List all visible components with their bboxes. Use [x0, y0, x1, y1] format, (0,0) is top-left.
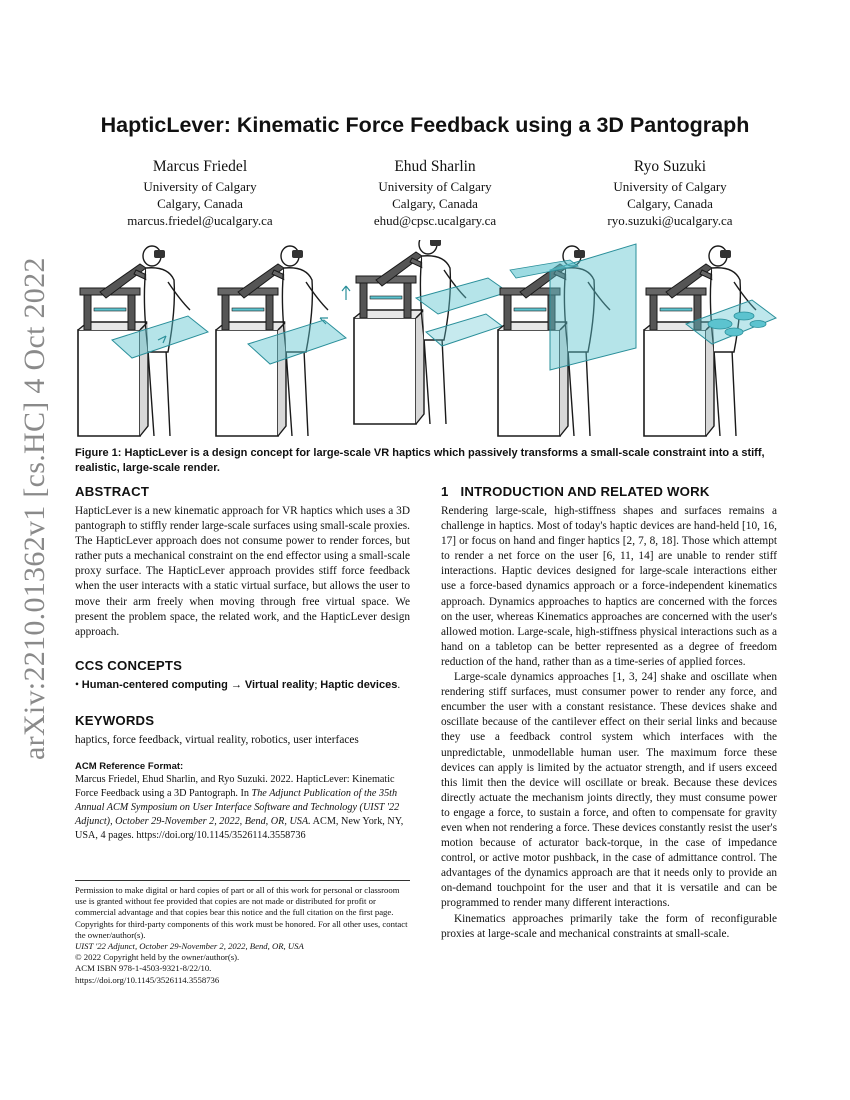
- right-column: [441, 484, 777, 942]
- author-email: marcus.friedel@ucalgary.ca: [127, 213, 273, 228]
- author-email: ryo.suzuki@ucalgary.ca: [607, 213, 733, 228]
- panel-2-scene: [216, 246, 346, 436]
- author-location: Calgary, Canada: [392, 196, 478, 211]
- intro-paragraph-2: Large-scale dynamics approaches [1, 3, 24] shake and oscillate when rendering stiff surfaces, must consumer power to render any force, and encumber the user with a constant resistance. These devices shake and oscillate because of the cantilever effect on their serial links and because they use a feedback control system which interfaces with the unpredictable, unmodellable human user. The maximum force these devices can apply is limited by the actuator strength, and if users exceed this limit then the device will oscillate or break. Because these devices directly actuate the mechanism joints directly, they must consume power to engage a force, to sustain a force, and often to compensate for gravity even when not rendering a force. These devices constantly resist the user's motion because of acturator back-torque, in the case of impedance control, or active motor pushback, in the case of admittance control. The advantages of the dynamics approach are that it needs only to provide an on-demand touchpoint for the user and that it is versatile and can be programmed to render many different interactions.: [441, 671, 777, 910]
- ccs-separator: ;: [314, 678, 321, 691]
- footnote-copyright: © 2022 Copyright held by the owner/author(s).: [75, 952, 240, 963]
- figure-caption: Figure 1: HapticLever is a design concept for large-scale VR haptics which passively transforms a small-scale constraint into a stiff, realistic, large-scale render.: [75, 447, 765, 474]
- figure-teaser: [70, 240, 782, 440]
- acm-reference-text: [75, 773, 410, 843]
- ccs-heading: CCS CONCEPTS: [75, 657, 183, 673]
- panel-5-scene: [644, 246, 776, 436]
- author-email: ehud@cpsc.ucalgary.ca: [373, 213, 497, 228]
- ccs-end: .: [397, 678, 401, 691]
- intro-paragraph-1: Rendering large-scale, high-stiffness shapes and surfaces remains a challenge in haptics. Most of today's haptic devices are hand-held [10, 16, 17] or focus on hand and finger haptics [2, 7, 8, 18]. Those which attempt to render a net force on the user [6, 11, 14] are unable to render stiff interactions. Haptic devices designed for large-scale interactions either use a force-based dynamics approach or a force-independent kinematics approach. Dynamics approaches to haptics are concerned with the forces on the user, whereas Kinematics approaches are concerned with the user's allowed motion. Large-scale, high-stiffness physical interactions such as a hand on a tabletop can be better represented as a degree of freedom reduction of the hand, rather than as a time-series of applied forces.: [441, 505, 777, 668]
- ccs-item: Virtual reality: [244, 678, 315, 691]
- abstract-text: HapticLever is a new kinematic approach for VR haptics which uses a 3D pantograph to stiffly render large-scale surfaces using small-scale proxies. The HapticLever approach does not consume power to render forces, but rather puts a mechanical constraint on the end effector using a small-scale proxy surface. The HapticLever approach provides stiff force feedback when the user interacts with a static virtual surface, but allows the user to move their arm freely when moving through free virtual space. We present the problem space, the related work, and the HapticLever design approach.: [75, 505, 410, 638]
- paper-title: HapticLever: Kinematic Force Feedback using a 3D Pantograph: [100, 113, 750, 137]
- section-number: 1: [441, 484, 449, 499]
- ccs-arrow: →: [230, 678, 242, 691]
- author-name: Ehud Sharlin: [394, 158, 476, 175]
- ccs-item: Haptic devices: [320, 678, 398, 691]
- intro-heading: [441, 484, 777, 499]
- section-title: INTRODUCTION AND RELATED WORK: [460, 484, 710, 499]
- author-location: Calgary, Canada: [157, 196, 243, 211]
- footnote-venue: UIST '22 Adjunct, October 29-November 2, 2022, Bend, OR, USA: [75, 941, 304, 952]
- author-name: Marcus Friedel: [152, 158, 248, 175]
- acm-reference-part: ACM, New York, NY, USA, 4 pages. https://doi.org/10.1145/3526114.3558736: [75, 815, 404, 841]
- author-affiliation: University of Calgary: [613, 179, 727, 194]
- intro-paragraph-3: Kinematics approaches primarily take the form of reconfigurable proxies at large-scale and mechanical constraints at small-scale.: [441, 912, 777, 940]
- acm-reference-heading: ACM Reference Format:: [75, 760, 184, 772]
- author-location: Calgary, Canada: [627, 196, 713, 211]
- author-1: [95, 156, 305, 229]
- author-affiliation: University of Calgary: [378, 179, 492, 194]
- teaser-illustration: [70, 240, 782, 440]
- permission-text: Permission to make digital or hard copies of part or all of this work for personal or classroom use is granted without fee provided that copies are not made or distributed for profit or commercial advantage and that copies bear this notice and the full citation on the first page. Copyrights for third-party components of this work must be honored. For all other uses, contact the owner/author(s).: [75, 885, 408, 940]
- acm-reference-venue: The Adjunct Publication of the 35th Annual ACM Symposium on User Interface Software and Technology (UIST '22 Adjunct), October 29-November 2, 2022, Bend, OR, USA.: [75, 787, 400, 827]
- author-name: Ryo Suzuki: [633, 158, 707, 175]
- permission-footnote: [75, 880, 410, 986]
- author-block: [95, 156, 775, 229]
- ccs-item: Human-centered computing: [81, 678, 228, 691]
- author-3: [565, 156, 775, 229]
- author-2: [330, 156, 540, 229]
- abstract-heading: ABSTRACT: [75, 484, 150, 499]
- keywords-text: haptics, force feedback, virtual reality, robotics, user interfaces: [75, 733, 359, 746]
- panel-4-scene: [498, 244, 636, 436]
- arxiv-stamp: arXiv:2210.01362v1 [cs.HC] 4 Oct 2022: [18, 257, 51, 760]
- footnote-isbn: ACM ISBN 978-1-4503-9321-8/22/10.: [75, 963, 212, 974]
- acm-reference-part: Marcus Friedel, Ehud Sharlin, and Ryo Suzuki. 2022. HapticLever: Kinematic Force Feedback using a 3D Pantograph. In: [75, 773, 395, 799]
- ccs-bullet: •: [75, 678, 79, 691]
- panel-3-scene: [342, 240, 508, 424]
- ccs-concepts: [75, 678, 410, 693]
- footnote-doi: https://doi.org/10.1145/3526114.3558736: [75, 974, 220, 985]
- keywords-heading: KEYWORDS: [75, 712, 155, 728]
- left-column: [75, 484, 410, 843]
- panel-1-scene: [78, 246, 208, 436]
- author-affiliation: University of Calgary: [143, 179, 257, 194]
